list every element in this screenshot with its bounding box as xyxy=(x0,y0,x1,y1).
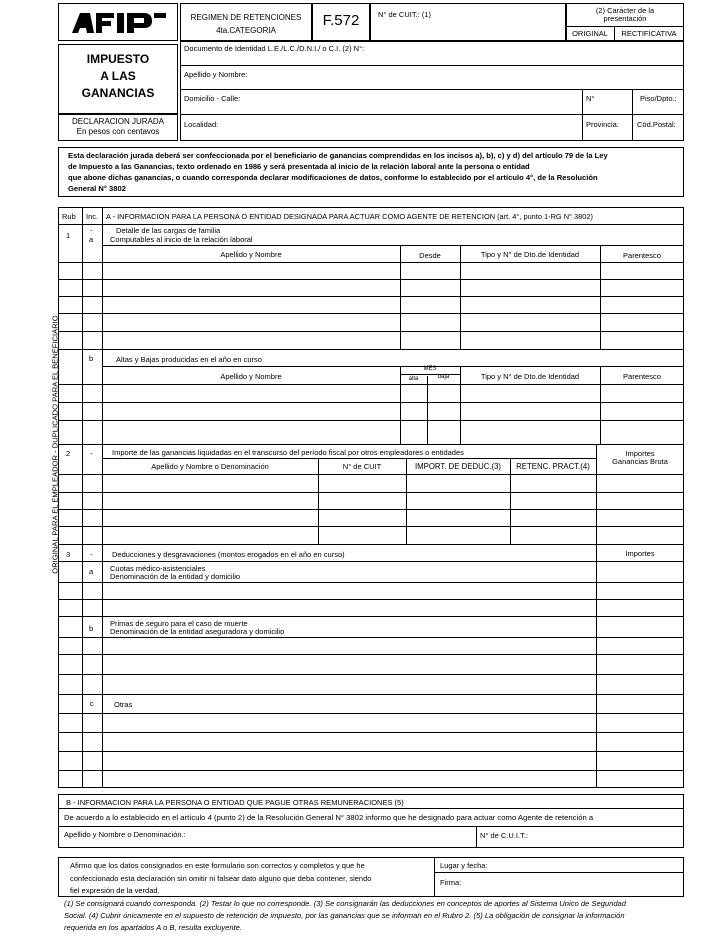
footnote-line-2: Social. (4) Cubrir únicamente en el supuesto de retención de impuesto, por las ganancias que se informan en el Rubro 2. (5) La obligación de consignar la información xyxy=(64,911,625,920)
inc-3-c: c xyxy=(90,699,94,708)
inc-3-b: b xyxy=(89,624,94,633)
title-line-2: A LAS xyxy=(100,69,136,83)
title-line-3: GANANCIAS xyxy=(81,86,155,100)
inc-1-b: b xyxy=(89,354,94,363)
apellido-field[interactable]: Apellido y Nombre: xyxy=(184,70,248,79)
col-parentesco-1a: Parentesco xyxy=(623,251,661,260)
rub-1: 1 xyxy=(66,231,71,240)
inc-3-a: a xyxy=(89,567,94,576)
provincia-field[interactable]: Provincia: xyxy=(586,120,619,129)
importes-3: Importes xyxy=(625,549,655,558)
intro-line-1: Esta declaración jurada deberá ser confeccionada por el beneficiario de ganancias comprendidas en los incisos a), b), c) y d) del artículo 79 de la Ley xyxy=(68,151,608,160)
section-b-title: B - INFORMACION PARA LA PERSONA O ENTIDAD QUE PAGUE OTRAS REMUNERACIONES (5) xyxy=(66,798,404,807)
detalle-line-1: Detalle de las cargas de familia xyxy=(116,226,221,235)
col-apellido-1b: Apellido y Nombre xyxy=(220,372,282,381)
affirm-line-2: confeccionado esta declaración sin omitir ni falsear dato alguno que deba contener, siendo xyxy=(70,874,372,883)
col-tipo-1a: Tipo y N° de Dto.de Identidad xyxy=(480,250,580,259)
col-apellido-1a: Apellido y Nombre xyxy=(220,250,282,259)
col-parentesco-1b: Parentesco xyxy=(623,372,661,381)
primas-line-1: Primas de seguro para el caso de muerte xyxy=(110,619,248,628)
side-label: ORIGINAL PARA EL EMPLEADOR - DUPLICADO PARA EL BENEFICIARIO xyxy=(50,315,60,574)
section-b-denominacion-field[interactable]: Apellido y Nombre o Denominación.: xyxy=(64,830,186,839)
intro-line-2: de Impuesto a las Ganancias, texto ordenado en 1986 y será presentada al inicio de la relación laboral ante la persona o entidad xyxy=(68,162,530,171)
declaracion-line-1: DECLARACION JURADA xyxy=(71,117,164,126)
affirm-line-3: fiel expresión de la verdad. xyxy=(70,886,160,895)
section-b-text: De acuerdo a lo establecido en el artículo 4 (punto 2) de la Resolución General N° 3802 informo que he designado para actuar como Agente de retención a xyxy=(64,813,594,822)
col-baja: baja xyxy=(437,374,450,380)
otras-label: Otras xyxy=(114,700,133,709)
rub-3-text: Deducciones y desgravaciones (montos erogados en el año en curso) xyxy=(112,550,345,559)
footnote-line-1: (1) Se consignará cuando corresponda. (2) Testar lo que no corresponde. (3) Se consignarán las deducciones en conceptos de aportes al Sistema Unico de Seguridad xyxy=(64,899,626,908)
section-a-box xyxy=(58,207,684,788)
rub-header: Rub xyxy=(62,212,76,221)
col-desde-1a: Desde xyxy=(419,251,441,260)
lugar-fecha-field[interactable]: Lugar y fecha: xyxy=(440,861,488,870)
footnote-line-3: requerida en los apartados A o B, resulta excluyente. xyxy=(64,923,242,932)
caracter-label-1: (2) Carácter de la xyxy=(595,6,655,15)
localidad-field[interactable]: Localidad: xyxy=(184,120,219,129)
rub-3: 3 xyxy=(66,550,71,559)
affirm-line-1: Afirmo que los datos consignados en este formulario son correctos y completos y que he xyxy=(70,861,365,870)
cuotas-line-1: Cuotas médico-asistenciales xyxy=(110,564,206,573)
regimen-title: REGIMEN DE RETENCIONES xyxy=(190,13,302,22)
afip-logo xyxy=(70,9,168,35)
col-mes: MES xyxy=(423,366,437,372)
detalle-line-2: Computables al inicio de la relación laboral xyxy=(110,235,253,244)
inc-3-dash: - xyxy=(90,550,93,559)
intro-line-3: que abone dichas ganancias, o cuando corresponda declarar modificaciones de datos, conforme lo establecido por el artículo 4°, de la Resolución xyxy=(68,173,598,182)
col-import-deduc: IMPORT. DE DEDUC.(3) xyxy=(414,462,502,471)
inc-1-dash: - xyxy=(90,226,93,235)
rub-2: 2 xyxy=(66,449,71,458)
domicilio-field[interactable]: Domicilio - Calle: xyxy=(184,94,241,103)
cuit-label: N° de CUIT.: (1) xyxy=(378,10,432,19)
codpostal-field[interactable]: Cód.Postal: xyxy=(637,120,676,129)
col-tipo-1b: Tipo y N° de Dto.de Identidad xyxy=(480,372,580,381)
intro-line-4: General N° 3802 xyxy=(68,184,126,193)
inc-header: Inc. xyxy=(86,212,99,221)
col-alta: alta xyxy=(408,376,419,382)
col-retenc: RETENC. PRACT.(4) xyxy=(516,462,590,471)
title-line-1: IMPUESTO xyxy=(86,52,150,66)
documento-field[interactable]: Documento de Identidad L.E./L.C./D.N.I./ o C.I. (2) N°: xyxy=(184,44,365,53)
rub-2-text: Importe de las ganancias liquidadas en el transcurso del período fiscal por otros empleadores o entidades xyxy=(112,448,464,457)
numero-field[interactable]: N° xyxy=(586,94,595,103)
importes-gan-1: Importes xyxy=(625,449,655,458)
firma-field[interactable]: Firma: xyxy=(440,878,462,887)
form-number: F.572 xyxy=(322,12,360,29)
cuotas-line-2: Denominación de la entidad y domicilio xyxy=(110,572,241,581)
inc-2-dash: - xyxy=(90,449,93,458)
caracter-label-2: presentación xyxy=(603,14,647,23)
piso-field[interactable]: Piso/Dpto.: xyxy=(640,94,677,103)
inc-1-a: a xyxy=(89,235,94,244)
col-denominacion-2: Apellido y Nombre o Denominación xyxy=(151,462,269,471)
importes-gan-2: Ganancias Bruta xyxy=(612,457,668,466)
col-cuit-2: N° de CUIT xyxy=(342,462,382,471)
altas-label: Altas y Bajas producidas en el año en curso xyxy=(116,355,262,364)
declaracion-line-2: En pesos con centavos xyxy=(76,127,160,136)
rectificativa-checkbox[interactable]: RECTIFICATIVA xyxy=(621,29,677,38)
original-checkbox[interactable]: ORIGINAL xyxy=(572,29,608,38)
regimen-box xyxy=(180,3,312,41)
regimen-subtitle: 4ta.CATEGORIA xyxy=(216,26,276,35)
section-b-cuit-field[interactable]: N° de C.U.I.T.: xyxy=(480,831,529,840)
section-a-title: A - INFORMACION PARA LA PERSONA O ENTIDAD DESIGNADA PARA ACTUAR COMO AGENTE DE RETENCION (art. 4°, punto 1-RG N° 3802) xyxy=(106,212,593,221)
primas-line-2: Denominación de la entidad aseguradora y domicilio xyxy=(110,627,285,636)
cuit-box[interactable] xyxy=(370,3,566,41)
